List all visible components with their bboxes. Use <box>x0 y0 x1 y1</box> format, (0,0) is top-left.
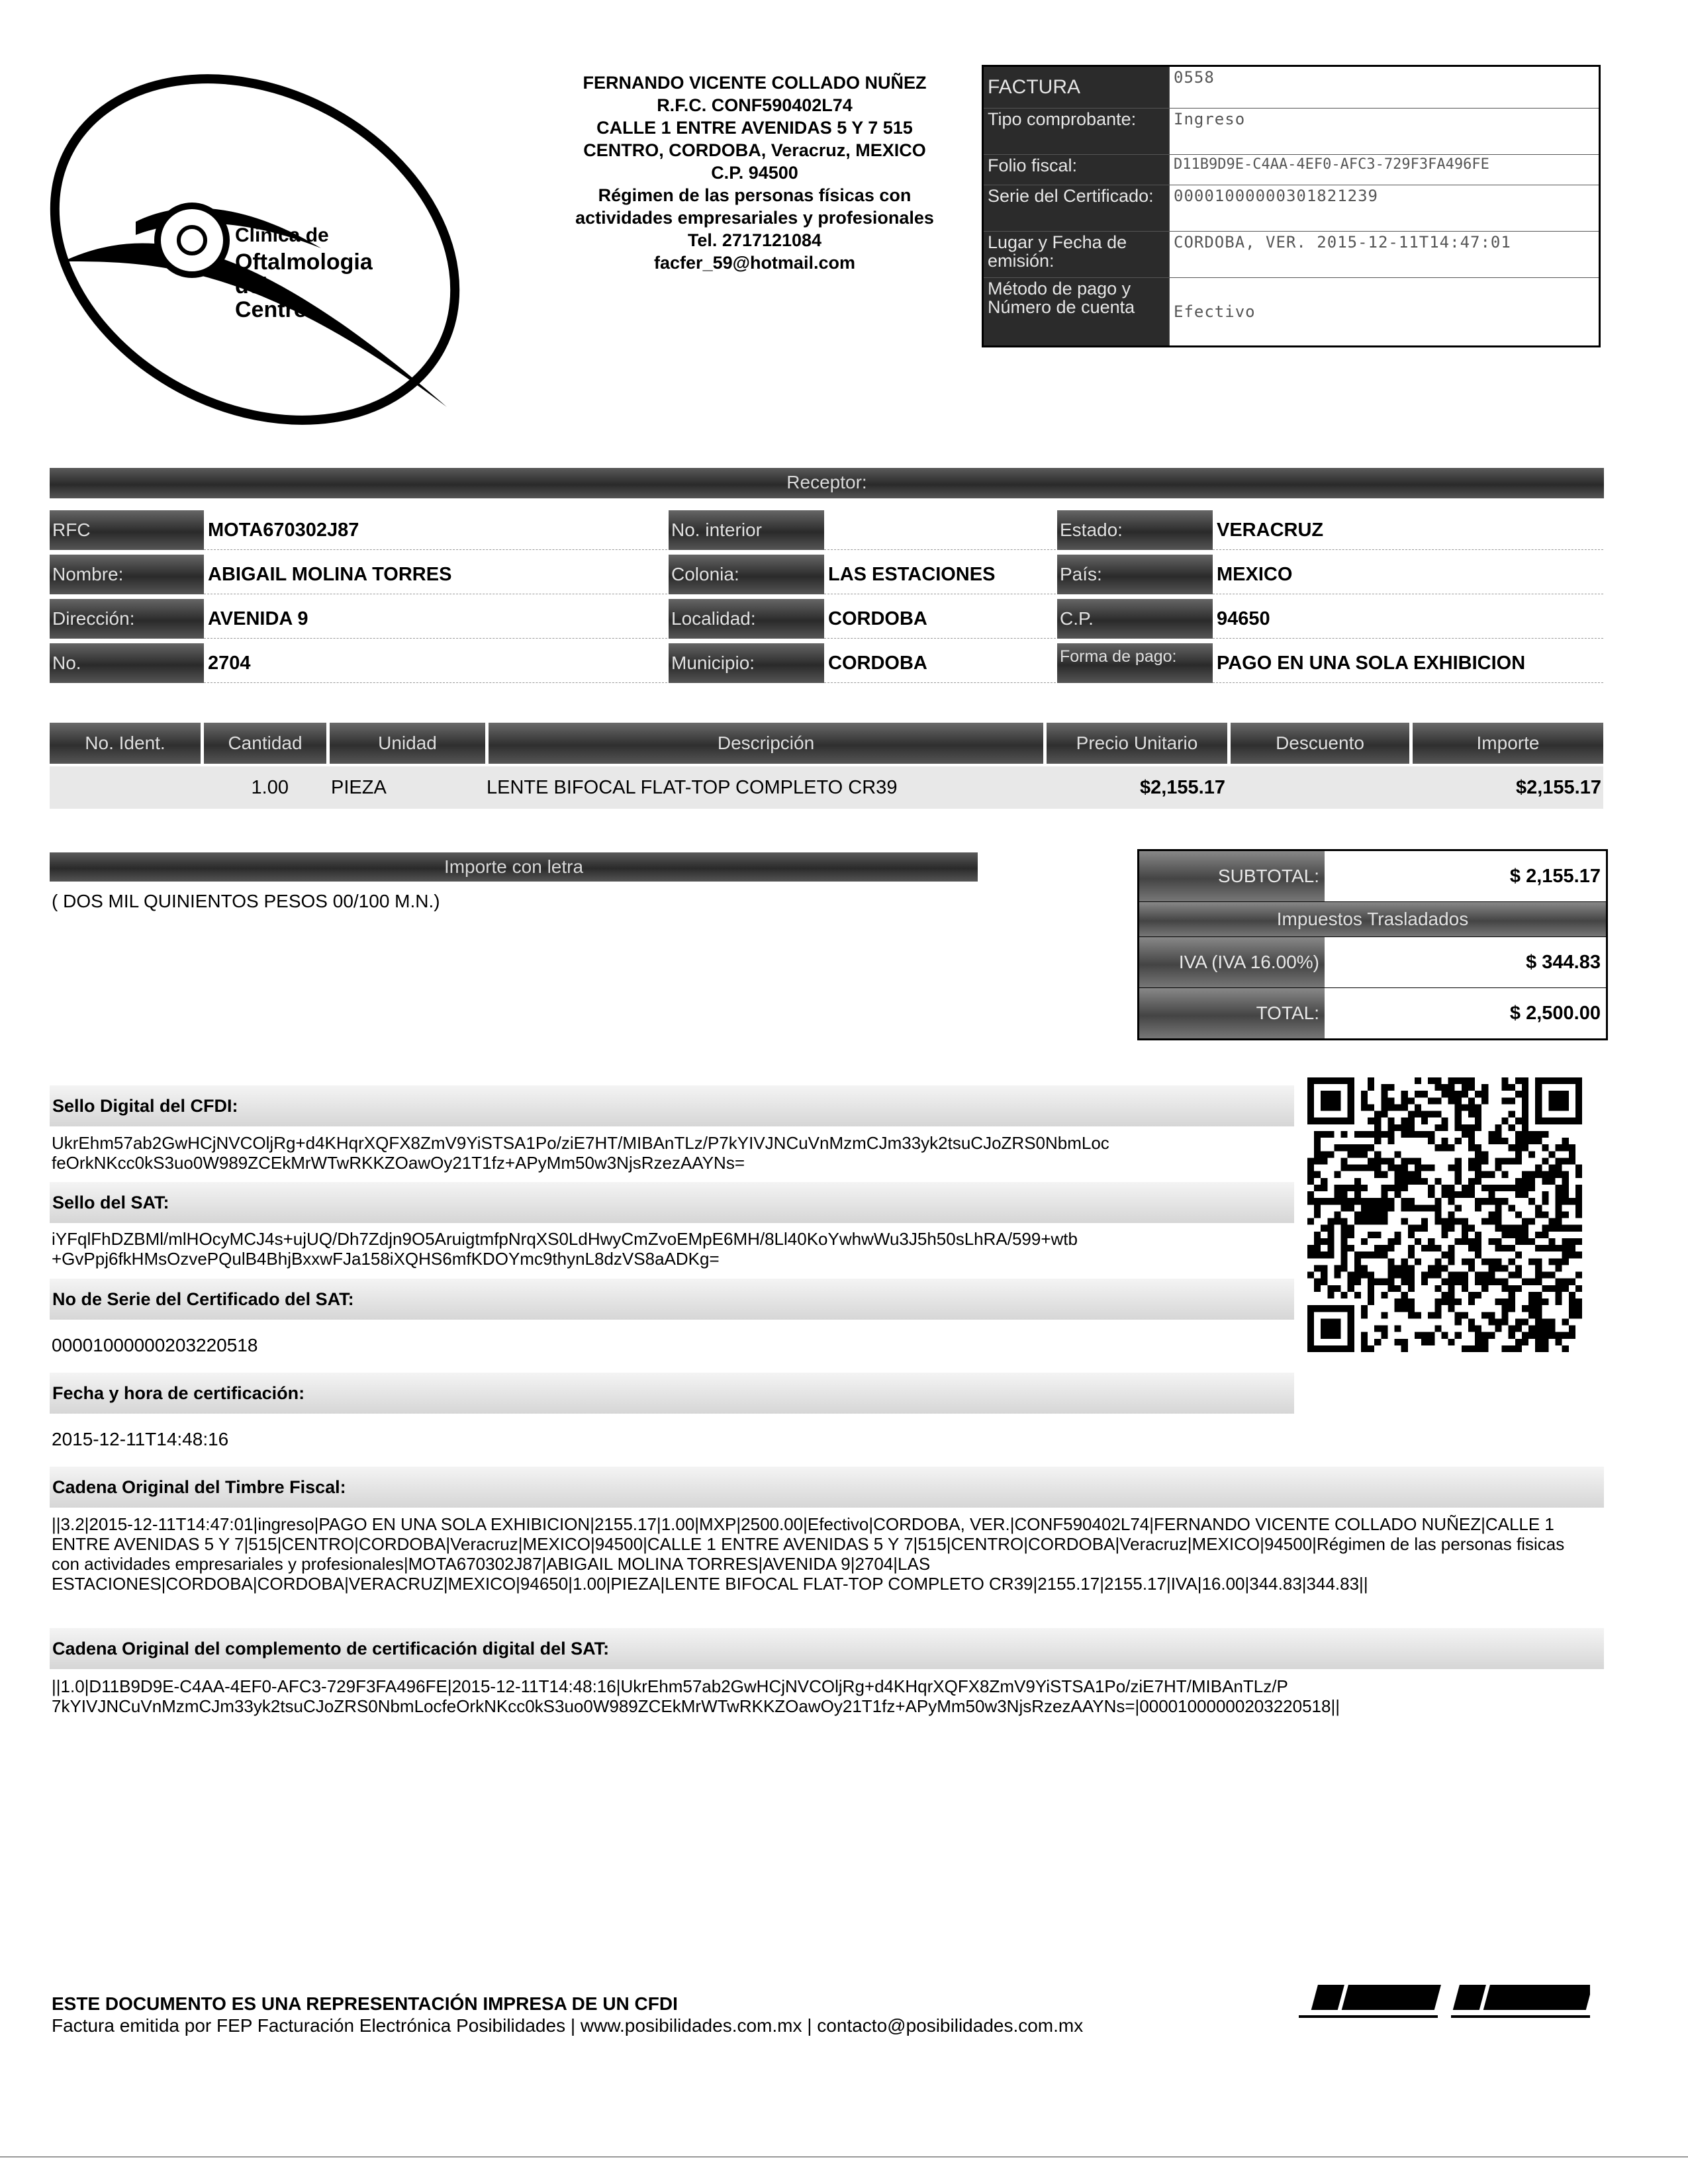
impuestos-trasladados-label: Impuestos Trasladados <box>1139 902 1606 936</box>
receptor-localidad: CORDOBA <box>824 599 1056 639</box>
receptor-rfc: MOTA670302J87 <box>204 510 667 550</box>
iva-row <box>1139 936 1606 988</box>
issuer-regime-2: actividades empresariales y profesionales <box>575 208 934 228</box>
logo-line-3: del <box>235 273 268 298</box>
footer-cfdi-notice: ESTE DOCUMENTO ES UNA REPRESENTACIÓN IMPRESA DE UN CFDI <box>52 1993 678 2014</box>
qr-code <box>1307 1077 1582 1352</box>
items-header-ident: No. Ident. <box>50 723 201 764</box>
item-descuento <box>1231 766 1409 809</box>
invoice-row-lugar <box>983 232 1600 278</box>
invoice-label: Lugar y Fecha de emisión: <box>983 232 1170 278</box>
receptor-rfc-label: RFC <box>50 510 204 550</box>
receptor-no: 2704 <box>204 643 667 683</box>
totals-box <box>1137 849 1608 1040</box>
invoice-row-tipo <box>983 109 1600 155</box>
complemento-sat-line-1: ||1.0|D11B9D9E-C4AA-4EF0-AFC3-729F3FA496FE|2015-12-11T14:48:16|UkrEhm57ab2GwHCjNVCOljRg+d4KHqrXQFX8ZmV9YiSTSA1Po/ziE7HT/MIBAnTLz/P <box>52 1676 1288 1696</box>
receptor-pais: MEXICO <box>1213 555 1603 594</box>
total-row <box>1139 988 1606 1038</box>
receptor-municipio-label: Municipio: <box>669 643 824 683</box>
subtotal-label: SUBTOTAL: <box>1139 851 1325 901</box>
receptor-colonia: LAS ESTACIONES <box>824 555 1056 594</box>
receptor-cp-label: C.P. <box>1057 599 1213 639</box>
receptor-nointerior <box>824 510 1056 550</box>
subtotal-row <box>1139 851 1606 902</box>
issuer-name: FERNANDO VICENTE COLLADO NUÑEZ <box>583 73 927 93</box>
bottom-divider <box>0 2156 1688 2158</box>
invoice-label: Folio fiscal: <box>983 155 1170 185</box>
receptor-pais-label: País: <box>1057 555 1213 594</box>
receptor-direccion-label: Dirección: <box>50 599 204 639</box>
issuer-rfc: R.F.C. CONF590402L74 <box>657 95 853 115</box>
complemento-sat-label: Cadena Original del complemento de certificación digital del SAT: <box>50 1628 1604 1669</box>
receptor-estado-label: Estado: <box>1057 510 1213 550</box>
invoice-metodo-pago: Efectivo <box>1170 278 1600 347</box>
invoice-row-serie <box>983 185 1600 232</box>
issuer-cp: C.P. 94500 <box>711 163 798 183</box>
total-value: $ 2,500.00 <box>1509 1003 1601 1024</box>
issuer-address-2: CENTRO, CORDOBA, Veracruz, MEXICO <box>583 140 926 160</box>
receptor-nombre: ABIGAIL MOLINA TORRES <box>204 555 667 594</box>
issuer-address-1: CALLE 1 ENTRE AVENIDAS 5 Y 7 515 <box>596 118 913 138</box>
receptor-municipio: CORDOBA <box>824 643 1056 683</box>
logo-line-1: Clinica de <box>235 224 329 246</box>
clinic-logo <box>36 63 473 437</box>
issuer-phone: Tel. 2717121084 <box>687 230 822 250</box>
serie-certificado-sat: 00001000000203220518 <box>52 1335 258 1355</box>
invoice-row-folio <box>983 155 1600 185</box>
importe-letra-text: ( DOS MIL QUINIENTOS PESOS 00/100 M.N.) <box>52 891 440 911</box>
subtotal-value: $ 2,155.17 <box>1509 866 1601 887</box>
iva-label: IVA (IVA 16.00%) <box>1139 937 1325 987</box>
invoice-label: FACTURA <box>983 66 1170 109</box>
item-unidad: PIEZA <box>331 766 483 809</box>
complemento-sat-line-2: 7kYIVJNCuVnMzmCJm33yk2tsuCJoZRS0NbmLocfeOrkNKcc0kS3uo0W989ZCEkMrWTwRKKZOawOy21T1fz+APyMm50w3NjsRzezAAYNs=|00001000000203220518|| <box>52 1696 1340 1716</box>
invoice-number: 0558 <box>1170 66 1600 109</box>
receptor-localidad-label: Localidad: <box>669 599 824 639</box>
item-importe: $2,155.17 <box>1413 766 1601 809</box>
receptor-formapago: PAGO EN UNA SOLA EXHIBICION <box>1213 643 1603 683</box>
sello-cfdi-line-2: feOrkNKcc0kS3uo0W989ZCEkMrWTwRKKZOawOy21T1fz+APyMm50w3NjsRzezAAYNs= <box>52 1153 745 1173</box>
items-header-cantidad: Cantidad <box>204 723 326 764</box>
footer-issuer-notice: Factura emitida por FEP Facturación Electrónica Posibilidades | www.posibilidades.com.mx | contacto@posibilidades.com.mx <box>52 2015 1084 2036</box>
receptor-estado: VERACRUZ <box>1213 510 1603 550</box>
invoice-tipo: Ingreso <box>1170 109 1600 155</box>
invoice-label: Tipo comprobante: <box>983 109 1170 155</box>
receptor-direccion: AVENIDA 9 <box>204 599 667 639</box>
invoice-serie: 00001000000301821239 <box>1170 185 1600 232</box>
sello-sat-line-1: iYFqlFhDZBMl/mlHOcyMCJ4s+ujUQ/Dh7Zdjn9O5AruigtmfpNrqXS0LdHwyCmZvoEMpE6MH/8Ll40KoYwhwWu3J5h50sLhRA/599+wtb <box>52 1229 1078 1249</box>
fecha-certificacion-label: Fecha y hora de certificación: <box>50 1373 1294 1414</box>
serie-certificado-sat-label: No de Serie del Certificado del SAT: <box>50 1279 1294 1320</box>
receptor-no-label: No. <box>50 643 204 683</box>
receptor-nombre-label: Nombre: <box>50 555 204 594</box>
issuer-block <box>523 71 986 274</box>
items-header-descuento: Descuento <box>1231 723 1409 764</box>
invoice-row-factura <box>983 66 1600 109</box>
cadena-timbre-label: Cadena Original del Timbre Fiscal: <box>50 1467 1604 1508</box>
item-cantidad: 1.00 <box>204 766 289 809</box>
issuer-email: facfer_59@hotmail.com <box>654 253 855 273</box>
items-header-precio: Precio Unitario <box>1047 723 1227 764</box>
invoice-folio: D11B9D9E-C4AA-4EF0-AFC3-729F3FA496FE <box>1170 155 1600 185</box>
item-ident <box>50 766 201 809</box>
invoice-lugar-fecha: CORDOBA, VER. 2015-12-11T14:47:01 <box>1170 232 1600 278</box>
sello-sat-label: Sello del SAT: <box>50 1182 1294 1223</box>
fep-posibilidades-logo <box>1299 1982 1590 2028</box>
receptor-nointerior-label: No. interior <box>669 510 824 550</box>
sello-cfdi-line-1: UkrEhm57ab2GwHCjNVCOljRg+d4KHqrXQFX8ZmV9YiSTSA1Po/ziE7HT/MIBAnTLz/P7kYIVJNCuVnMzmCJm33yk2tsuCJoZRS0NbmLoc <box>52 1133 1109 1153</box>
total-label: TOTAL: <box>1139 988 1325 1038</box>
item-precio: $2,155.17 <box>1047 766 1225 809</box>
cadena-timbre-text: ||3.2|2015-12-11T14:47:01|ingreso|PAGO EN UNA SOLA EXHIBICION|2155.17|1.00|MXP|2500.00|Efectivo|CORDOBA, VER.|CONF590402L74|FERNANDO VICENTE COLLADO NUÑEZ|CALLE 1 ENTRE AVENIDAS 5 Y 7|515|CENTRO|CORDOBA|Veracruz|MEXICO|94500|CALLE 1 ENTRE AVENIDAS 5 Y 7|515|CENTRO|CORDOBA|Veracruz|MEXICO|94500|Régimen de las personas fisicas con actividades empresariales y profesionales|MOTA670302J87|ABIGAIL MOLINA TORRES|AVENIDA 9|2704|LAS ESTACIONES|CORDOBA|CORDOBA|VERACRUZ|MEXICO|94650|1.00|PIEZA|LENTE BIFOCAL FLAT-TOP COMPLETO CR39|2155.17|2155.17|IVA|16.00|344.83|344.83|| <box>52 1514 1565 1594</box>
receptor-colonia-label: Colonia: <box>669 555 824 594</box>
receptor-cp: 94650 <box>1213 599 1603 639</box>
items-header-descripcion: Descripción <box>489 723 1043 764</box>
invoice-row-metodo <box>983 278 1600 347</box>
logo-line-2: Oftalmologia <box>235 250 373 275</box>
sello-sat-line-2: +GvPpj6fkHMsOzvePQulB4BhjBxxwFJa158iXQHS6mfKDOYmc9thynL8dzVS8aADKg= <box>52 1249 720 1269</box>
iva-value: $ 344.83 <box>1526 952 1601 973</box>
logo-line-4: Centro <box>235 297 308 322</box>
importe-letra-title: Importe con letra <box>50 852 978 882</box>
items-header-unidad: Unidad <box>330 723 485 764</box>
fecha-certificacion: 2015-12-11T14:48:16 <box>52 1429 229 1449</box>
items-header-importe: Importe <box>1413 723 1603 764</box>
sello-cfdi-label: Sello Digital del CFDI: <box>50 1085 1294 1126</box>
invoice-info-box <box>982 65 1601 347</box>
issuer-regime-1: Régimen de las personas físicas con <box>598 185 912 205</box>
receptor-title: Receptor: <box>50 468 1604 498</box>
invoice-label: Serie del Certificado: <box>983 185 1170 232</box>
invoice-label: Método de pago y Número de cuenta <box>983 278 1170 347</box>
item-descripcion: LENTE BIFOCAL FLAT-TOP COMPLETO CR39 <box>487 766 1043 809</box>
receptor-formapago-label: Forma de pago: <box>1057 643 1213 683</box>
